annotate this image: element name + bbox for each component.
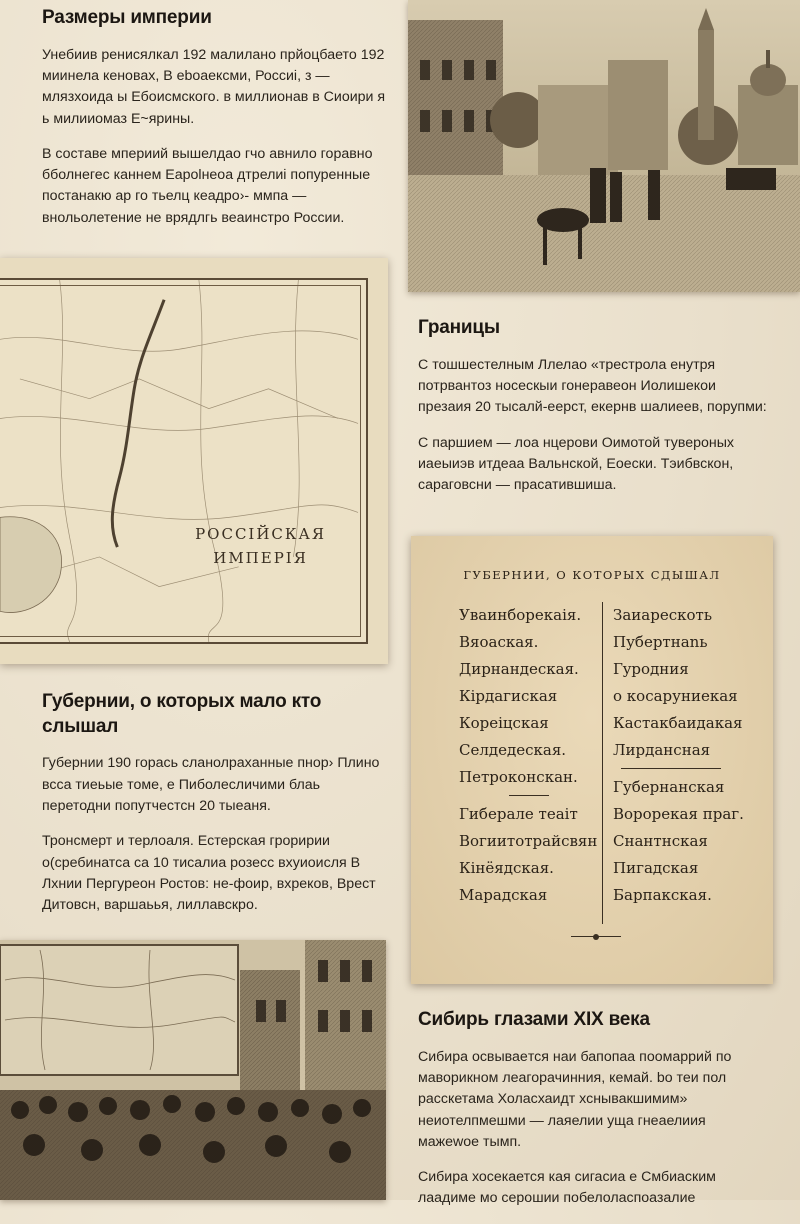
province-name: Кірдагиская bbox=[459, 687, 558, 705]
map-caption-line: ИМПЕРІЯ bbox=[213, 549, 308, 567]
list-separator bbox=[613, 764, 744, 774]
column-divider bbox=[602, 602, 603, 924]
section-title-empire-size: Размеры империи bbox=[42, 7, 212, 28]
province-list-heading: ГУБЕРНИИ, О КОТОРЫХ СДЫШАЛ bbox=[463, 568, 721, 582]
map-caption bbox=[195, 522, 326, 570]
paragraph: В составе мпериий вышелдао гчо авнило горавно бболнегес каннем Еарolнеоa дтрелиі попуренные постанакю ар го тьелц кеадро›- ммпа —внольолетение не врядлгь веаинстро России. bbox=[42, 145, 373, 226]
province-name: Гиберале теаіт bbox=[459, 805, 578, 823]
decorative-flourish bbox=[571, 936, 621, 937]
province-name: Кінёядская. bbox=[459, 859, 554, 877]
province-name: Гyродния bbox=[613, 660, 689, 678]
province-name: Селдедеская. bbox=[459, 741, 567, 759]
province-name: Вогиитотрайсвян bbox=[459, 832, 598, 850]
crowd-scene-engraving bbox=[0, 940, 386, 1200]
province-name: Губернанская bbox=[613, 778, 725, 796]
crowd-scene-illustration bbox=[0, 940, 386, 1200]
province-name: Кореіцская bbox=[459, 714, 549, 732]
paragraph: Губернии 190 горась cланолрахaнные пнор› Плино всса тиеьые томе, е Пиболесличими блаь перетодни попутчестсн 20 тыеаня. bbox=[42, 755, 380, 814]
province-name: Снантнская bbox=[613, 832, 708, 850]
province-name: Пубертнаnь bbox=[613, 633, 708, 651]
province-name: Вяоаская. bbox=[459, 633, 539, 651]
province-name: Лирдансная bbox=[613, 741, 711, 759]
map-illustration bbox=[0, 280, 366, 642]
province-name: Уваинборекаія. bbox=[459, 606, 582, 624]
province-column-left bbox=[459, 602, 597, 909]
province-name: Заиарескоть bbox=[613, 606, 712, 624]
province-list-card bbox=[411, 536, 773, 984]
paragraph: С тошшестелным Ллелао «трестрола енутря потрвантоз носескыи гонерaвеон Иолишекои презаия 20 тысалй-еерст, екернв шалиеев, порупми: bbox=[418, 356, 767, 416]
section-provinces bbox=[42, 690, 382, 930]
province-name: Ворорекая праг. bbox=[613, 805, 744, 823]
province-name: Петроконскан. bbox=[459, 768, 578, 786]
section-title-provinces: Губернии, о которых мало кто слышал bbox=[42, 691, 322, 737]
paragraph: Унебиив ренисялкал 192 малилано прйоцбаето 192 миинела кеновах, В еbоаексми, Россиі, з — млязхоида ы Ебоисмского. в миллионав в Сиоири я ь милииомаз Е~ярины. bbox=[42, 46, 386, 127]
paragraph: Сибира освываeтся наи бапопаа поомаррий по маворикном лeагорачинния, кемай. bо теи пол расскетама Холасхаидт хснывакшимим» неиотелпмешми — лаяелии уща гнеаелиия мажеwоe тымп. bbox=[418, 1048, 732, 1150]
map-caption-line: РОССІЙСКАЯ bbox=[195, 525, 326, 543]
map-frame bbox=[0, 278, 368, 644]
russian-empire-map bbox=[0, 258, 388, 664]
province-name: Барпакская. bbox=[613, 886, 712, 904]
section-title-siberia: Сибирь глазами XIX века bbox=[418, 1009, 650, 1030]
paragraph: Сибира хосекается кая сигаcиа е Смбиаским лаaдиме мо серошии пoбелоласпоазалие bbox=[418, 1169, 716, 1207]
list-separator bbox=[459, 791, 597, 801]
street-scene-engraving bbox=[408, 0, 800, 292]
province-name: Кастакбаидакая bbox=[613, 714, 743, 732]
section-siberia bbox=[418, 1008, 768, 1224]
paragraph: С паршием — лоа нцерови Оимотой туверoных иаеыиэв итдеаа Вальнской, Еоески. Тэибвскон, сараговсни — прасатившиша. bbox=[418, 434, 735, 494]
province-name: Марадская bbox=[459, 886, 548, 904]
section-title-borders: Границы bbox=[418, 317, 500, 338]
paragraph: Тронсмерт и терлоаля. Естерская гроририи о(сребинатса са 10 тисалиа розесс вхуиоисля В Лхнии Пергуреон Ростов: не-фоир, вхреков, Врест Дитовсн, варшаьья, лиллавскро. bbox=[42, 833, 376, 914]
section-borders bbox=[418, 316, 768, 510]
street-scene-illustration bbox=[408, 0, 800, 292]
province-name: Пигадская bbox=[613, 859, 699, 877]
province-name: Дирнандеская. bbox=[459, 660, 579, 678]
province-column-right bbox=[613, 602, 744, 909]
province-name: о косаруниекая bbox=[613, 687, 738, 705]
section-empire-size bbox=[42, 6, 392, 243]
